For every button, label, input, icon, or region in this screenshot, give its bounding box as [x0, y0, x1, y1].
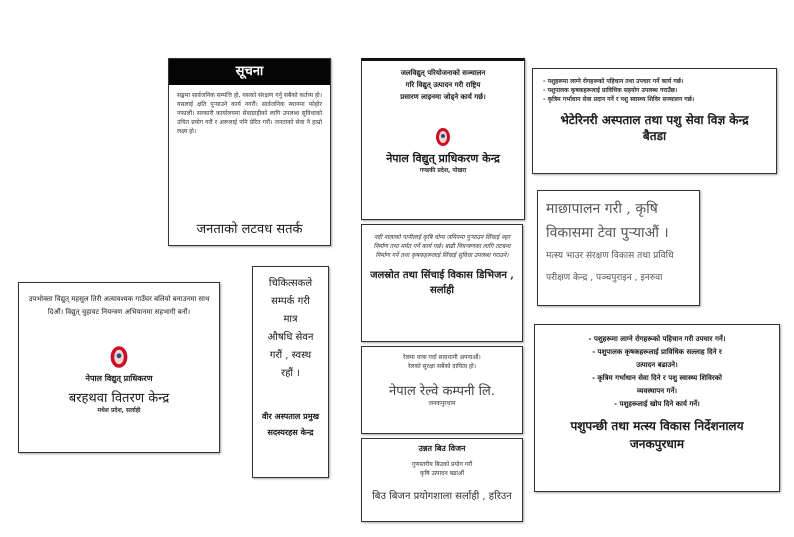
railway-location: जनकपुरधाम — [428, 400, 456, 407]
seed-card — [361, 438, 523, 522]
notice-footer: जनताको लटवध सतर्क — [196, 222, 303, 237]
medical-line: रहौं । — [281, 368, 300, 379]
railway-name: नेपाल रेल्वे कम्पनी लि. — [389, 384, 495, 399]
distribution-body: उपभोक्ता विद्युत् महसुल तिरी अत्यावश्यक गाउँघर बलियो बनाउनमा साथ दिऔं। विद्युत् चुहावट नियन्त्रण अभियानमा सहभागी बनौं। — [28, 295, 210, 316]
railway-line: रेलमा यात्रा गर्दा सावधानी अपनाऔं। — [403, 354, 481, 361]
electricity-line: प्रसारण लाइनमा जोड्ने कार्य गर्छ। — [400, 93, 486, 101]
veterinary-line: - कृत्रिम गर्भाधान सेवा प्रदान गर्ने र पशु स्वास्थ्य शिविर सञ्चालन गर्छ। — [543, 96, 695, 103]
fishery-line-4: परीक्षण केन्द्र , पञ्चपुराइन , इनरुवा — [546, 273, 663, 283]
fishery-line-2: विकासमा टेवा पुर्‍याऔं । — [546, 225, 669, 241]
medical-line: सम्पर्क गरी — [271, 296, 310, 307]
livestock-fishery-line: - पशुपालक कृषकहरूलाई प्राविधिक सल्लाह दिने र — [592, 348, 722, 356]
veterinary-line: - पशुपालक कृषकहरूलाई प्राविधिक सहयोग उपलब्ध गराउँछ। — [543, 87, 678, 94]
veterinary-name: भेटेरिनरी अस्पताल तथा पशु सेवा विज्ञ केन्द्र — [560, 113, 749, 127]
seed-name: बिउ बिजन प्रयोगशाला सर्लाही , हरिउन — [372, 491, 512, 502]
fishery-card — [537, 190, 700, 306]
medical-footer: सदस्यरहस केन्द्र — [267, 428, 314, 437]
medical-footer: वीर अस्पताल प्रमुख — [261, 412, 320, 421]
livestock-fishery-location: जनकपुरधाम — [629, 437, 685, 451]
fishery-line-3: मत्स्य भाउर संरक्षण विकास तथा प्रविधि — [546, 251, 674, 261]
irrigation-body: नदी नालाको पानीलाई कृषि योग्य जमिनमा पुर्‍याउन सिँचाई नहर निर्माण तथा मर्मत गर्ने कार्य गर्छ। बाढी नियन्त्रणका लागि तटबन्ध निर्माण गर्ने तथा कृषकहरूलाई सिँचाई सुविधा उपलब्ध गराउने। — [373, 234, 511, 259]
irrigation-card — [361, 224, 523, 342]
livestock-fishery-line: - पशुहरूलाई खोप दिने कार्य गर्ने। — [614, 400, 700, 408]
livestock-fishery-card — [534, 324, 780, 492]
electricity-authority-card — [361, 58, 525, 220]
seed-line: गुणस्तरीय बिउको प्रयोग गरौं — [411, 461, 473, 468]
livestock-fishery-line: व्यवस्थापन गर्ने। — [637, 387, 677, 395]
electricity-line: गरि विद्युत् उत्पादन गरी राष्ट्रिय — [405, 81, 481, 89]
medical-card — [252, 266, 329, 478]
medical-line: गरौं , स्वस्थ — [269, 350, 312, 361]
nepal-emblem-icon — [108, 345, 130, 369]
livestock-fishery-line: - पशुहरूमा लाग्ने रोगहरूको पहिचान गरी उपचार गर्ने। — [588, 335, 726, 343]
livestock-fishery-line: - कृत्रिम गर्भाधान सेवा दिने र पशु स्वास्थ्य शिविरको — [592, 374, 722, 382]
distribution-location: मधेश प्रदेश, सर्लाही — [97, 407, 141, 414]
railway-card — [361, 346, 523, 434]
notice-title: सूचना — [169, 59, 330, 85]
seed-line: कृषि उत्पादन बढाऔं — [419, 470, 465, 477]
distribution-card — [18, 282, 220, 453]
irrigation-name: जलस्रोत तथा सिंचाई विकास डिभिजन , सर्लाही — [370, 270, 514, 296]
livestock-fishery-name: पशुपन्छी तथा मत्स्य विकास निर्देशनालय — [570, 419, 744, 433]
livestock-fishery-line: उत्पादन बढाउने। — [636, 361, 678, 369]
notice-card — [168, 58, 331, 246]
veterinary-line: - पशुहरूमा लाग्ने रोगहरूको पहिचान तथा उपचार गर्ने कार्य गर्छ। — [543, 78, 684, 85]
medical-line: मात्र — [283, 314, 298, 325]
distribution-name: बरहथवा वितरण केन्द्र — [68, 391, 170, 406]
veterinary-location: बैतडा — [642, 129, 667, 143]
medical-line: चिकित्सकले — [268, 278, 313, 289]
notice-body: सङ्घमा सार्वजनिक सम्पत्ति हो, यसको संरक्षण गर्नु सबैको कर्तव्य हो। यसलाई क्षति पुर्‍याउने कार्य नगरौं। सार्वजनिक स्थानमा फोहोर नफालौं। सरकारी कार्यालयमा सेवाग्राहीको लागि उपलब्ध सुविधाको उचित प्रयोग गरौं र अरूलाई पनि प्रेरित गरौं। जनताको सेवा नै हाम्रो लक्ष्य हो। — [177, 92, 322, 135]
electricity-location: गण्डकी प्रदेश, पोखरा — [419, 167, 467, 174]
veterinary-card — [532, 68, 777, 174]
electricity-name: नेपाल विद्युत् प्राधिकरण केन्द्र — [386, 152, 500, 165]
distribution-org: नेपाल विद्युत् प्राधिकरण — [85, 374, 153, 383]
seed-title: उन्नत बिउ विजन — [418, 444, 466, 453]
railway-line: रेलको सुरक्षा सबैको दायित्व हो। — [407, 363, 477, 370]
nepal-emblem-icon — [434, 127, 452, 147]
electricity-line: जलविद्युत् परियोजनाको सञ्चालन — [400, 69, 486, 77]
medical-line: औषधि सेवन — [267, 332, 314, 343]
fishery-line-1: माछापालन गरी , कृषि — [546, 201, 658, 217]
